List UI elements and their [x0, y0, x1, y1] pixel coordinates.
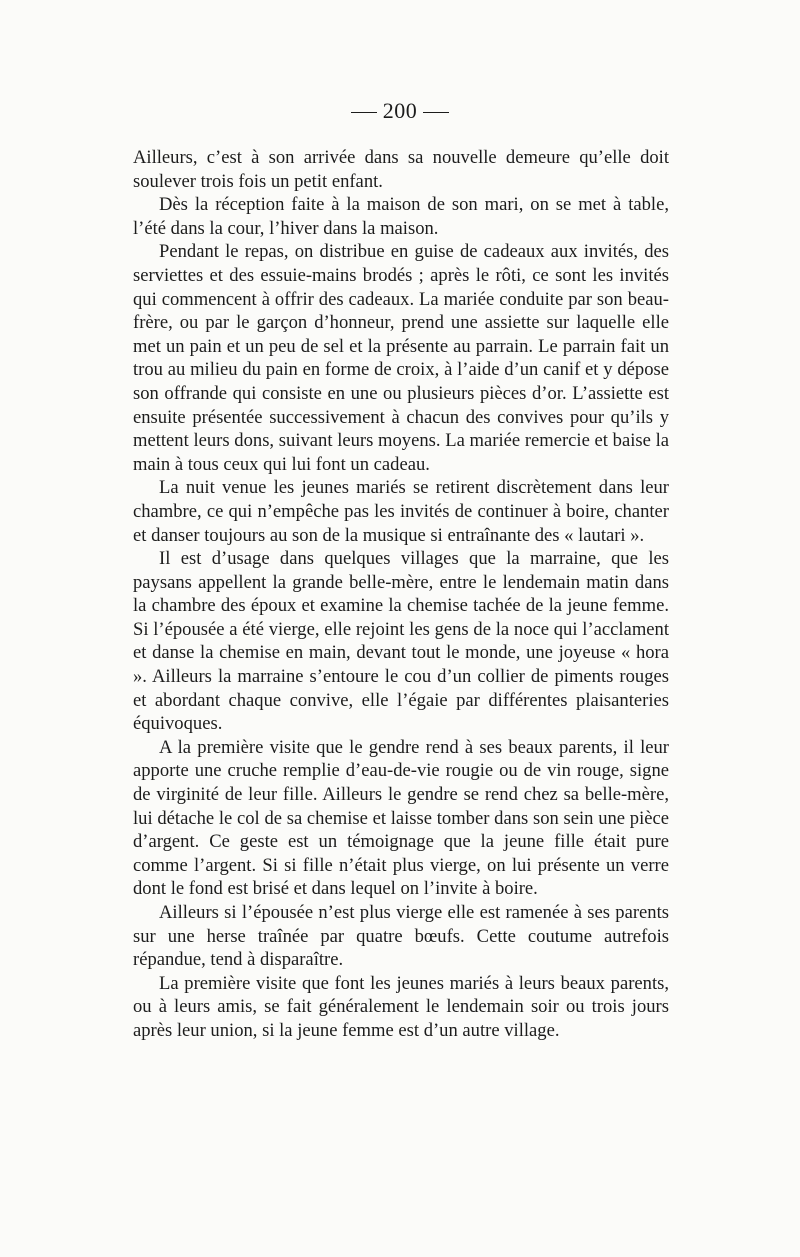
paragraph: La première visite que font les jeunes mariés à leurs beaux parents, ou à leurs amis, se fait généralement le lendemain soir ou trois jours après leur union, si la jeune femme est d’un autre village.: [133, 972, 669, 1041]
paragraph: Pendant le repas, on distribue en guise de cadeaux aux invités, des serviettes et des essuie-mains brodés ; après le rôti, ce sont les invités qui commencent à offrir des cadeaux. La mariée conduite par son beau-frère, ou par le garçon d’honneur, prend une assiette sur laquelle elle met un pain et un peu de sel et la présente au parrain. Le parrain fait un trou au milieu du pain en forme de croix, à l’aide d’un canif et y dépose son offrande qui consiste en une ou plusieurs pièces d’or. L’assiette est ensuite présentée successivement à chacun des convives pour qu’ils y mettent leurs dons, suivant leurs moyens. La mariée remercie et baise la main à tous ceux qui lui font un cadeau.: [133, 241, 669, 475]
paragraph: Ailleurs si l’épousée n’est plus vierge elle est ramenée à ses parents sur une herse traînée par quatre bœufs. Cette coutume autrefois répandue, tend à disparaître.: [133, 902, 669, 971]
paragraph: La nuit venue les jeunes mariés se retirent discrètement dans leur chambre, ce qui n’empêche pas les invités de continuer à boire, chanter et danser toujours au son de la musique si entraînante des « lautari ».: [133, 477, 669, 546]
page-number-text: 200: [382, 98, 418, 123]
body-text: [133, 146, 669, 1043]
page-number-dash-left: [351, 112, 377, 113]
paragraph: Dès la réception faite à la maison de son mari, on se met à table, l’été dans la cour, l’hiver dans la maison.: [133, 194, 669, 239]
paragraph: A la première visite que le gendre rend à ses beaux parents, il leur apporte une cruche remplie d’eau-de-vie rougie ou de vin rouge, signe de virginité de leur fille. Ailleurs le gendre se rend chez sa belle-mère, lui détache le col de sa chemise et laisse tomber dans son sein une pièce d’argent. Ce geste est un témoignage que la jeune fille était pure comme l’argent. Si si fille n’était plus vierge, on lui présente un verre dont le fond est brisé et dans lequel on l’invite à boire.: [133, 736, 669, 900]
paragraph: Il est d’usage dans quelques villages que la marraine, que les paysans appellent la grande belle-mère, entre le lendemain matin dans la chambre des époux et examine la chemise tachée de la jeune femme. Si l’épousée a été vierge, elle rejoint les gens de la noce qui l’acclament et danse la chemise en main, devant tout le monde, une joyeuse « hora ». Ailleurs la marraine s’entoure le cou d’un collier de piments rouges et abordant chaque convive, elle l’égaie par différentes plaisanteries équivoques.: [133, 548, 669, 735]
page-number-dash-right: [423, 112, 449, 113]
paragraph: Ailleurs, c’est à son arrivée dans sa nouvelle demeure qu’elle doit soulever trois fois un petit enfant.: [133, 147, 669, 192]
page-number: [0, 98, 800, 124]
